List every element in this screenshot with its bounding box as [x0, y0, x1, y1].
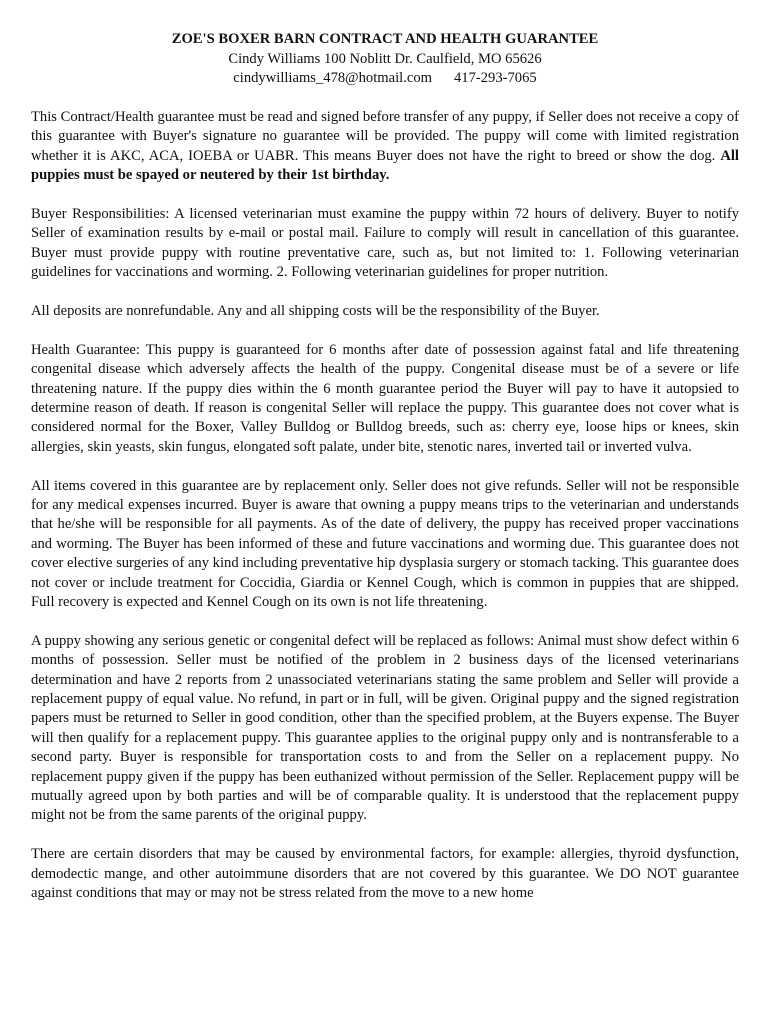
- defect-replacement-paragraph: A puppy showing any serious genetic or congenital defect will be replaced as follows: Animal must show defect within 6 months of possession. Seller must be notified of the problem in 2 business days of the licensed veterinarians determination and have 2 reports from 2 unassociated veterinarians stating the same problem and Seller will provide a replacement puppy of equal value. No refund, in part or in full, will be given. Original puppy and the signed registration papers must be returned to Seller in good condition, other than the specified problem, at the Buyers expense. The Buyer will then qualify for a replacement puppy. This guarantee applies to the original puppy only and is nontransferable to a second party. Buyer is responsible for transportation costs to and from the Seller on a replacement puppy. No replacement puppy given if the puppy has been euthanized without permission of the Seller. Replacement puppy will be mutually agreed upon by both parties and will be of comparable quality. It is understood that the replacement puppy might not be from the same parents of the original puppy.: [31, 632, 739, 824]
- seller-phone: 417-293-7065: [453, 70, 537, 86]
- spay-neuter-requirement: All puppies must be spayed or neutered by their 1st birthday.: [31, 147, 739, 184]
- intro-text: This Contract/Health guarantee must be read and signed before transfer of any puppy, if Seller does not receive a copy of this guarantee with Buyer's signature no guarantee will be provided. The puppy will come with limited registration whether it is AKC, ACA, IOEBA or UABR. This means Buyer does not have the right to breed or show the dog.: [31, 108, 739, 164]
- document-header: [31, 30, 739, 89]
- document-title: ZOE'S BOXER BARN CONTRACT AND HEALTH GUARANTEE: [171, 31, 599, 47]
- seller-email: cindywilliams_478@hotmail.com: [233, 70, 432, 86]
- deposits-paragraph: All deposits are nonrefundable. Any and all shipping costs will be the responsibility of the Buyer.: [31, 302, 600, 319]
- contract-page: [31, 30, 739, 923]
- replacement-only-paragraph: All items covered in this guarantee are by replacement only. Seller does not give refunds. Seller will not be responsible for any medical expenses incurred. Buyer is aware that owning a puppy means trips to the veterinarian and understands that he/she will be responsible for all payments. As of the date of delivery, the puppy has received proper vaccinations and worming. The Buyer has been informed of these and future vaccinations and worming due. This guarantee does not cover elective surgeries of any kind including preventative hip dysplasia surgery or stomach tacking. This guarantee does not cover or include treatment for Coccidia, Giardia or Kennel Cough, which is common in puppies that are shipped. Full recovery is expected and Kennel Cough on its own is not life threatening.: [31, 477, 739, 610]
- seller-address: Cindy Williams 100 Noblitt Dr. Caulfield, MO 65626: [228, 50, 542, 67]
- intro-paragraph: [31, 108, 739, 186]
- seller-contact: [31, 69, 739, 89]
- disorders-paragraph: There are certain disorders that may be caused by environmental factors, for example: allergies, thyroid dysfunction, demodectic mange, and other autoimmune disorders that are not covered by this guarantee. We DO NOT guarantee against conditions that may or may not be stress related from the move to a new home: [31, 846, 739, 902]
- buyer-responsibilities-paragraph: Buyer Responsibilities: A licensed veterinarian must examine the puppy within 72 hours of delivery. Buyer to notify Seller of examination results by e-mail or postal mail. Failure to comply will result in cancellation of this guarantee. Buyer must provide puppy with routine preventative care, such as, but not limited to: 1. Following veterinarian guidelines for vaccinations and worming. 2. Following veterinarian guidelines for proper nutrition.: [31, 205, 739, 281]
- health-guarantee-paragraph: Health Guarantee: This puppy is guaranteed for 6 months after date of possession against fatal and life threatening congenital disease which adversely affects the health of the puppy. Congenital disease must be of a severe or life threatening nature. If the puppy dies within the 6 month guarantee period the Buyer will pay to have it autopsied to determine reason of death. If reason is congenital Seller will replace the puppy. This guarantee does not cover what is considered normal for the Boxer, Valley Bulldog or Bulldog breeds, such as: cherry eye, loose hips or knees, skin allergies, skin yeasts, skin fungus, elongated soft palate, under bite, stenotic nares, inverted tail or inverted vulva.: [31, 341, 739, 455]
